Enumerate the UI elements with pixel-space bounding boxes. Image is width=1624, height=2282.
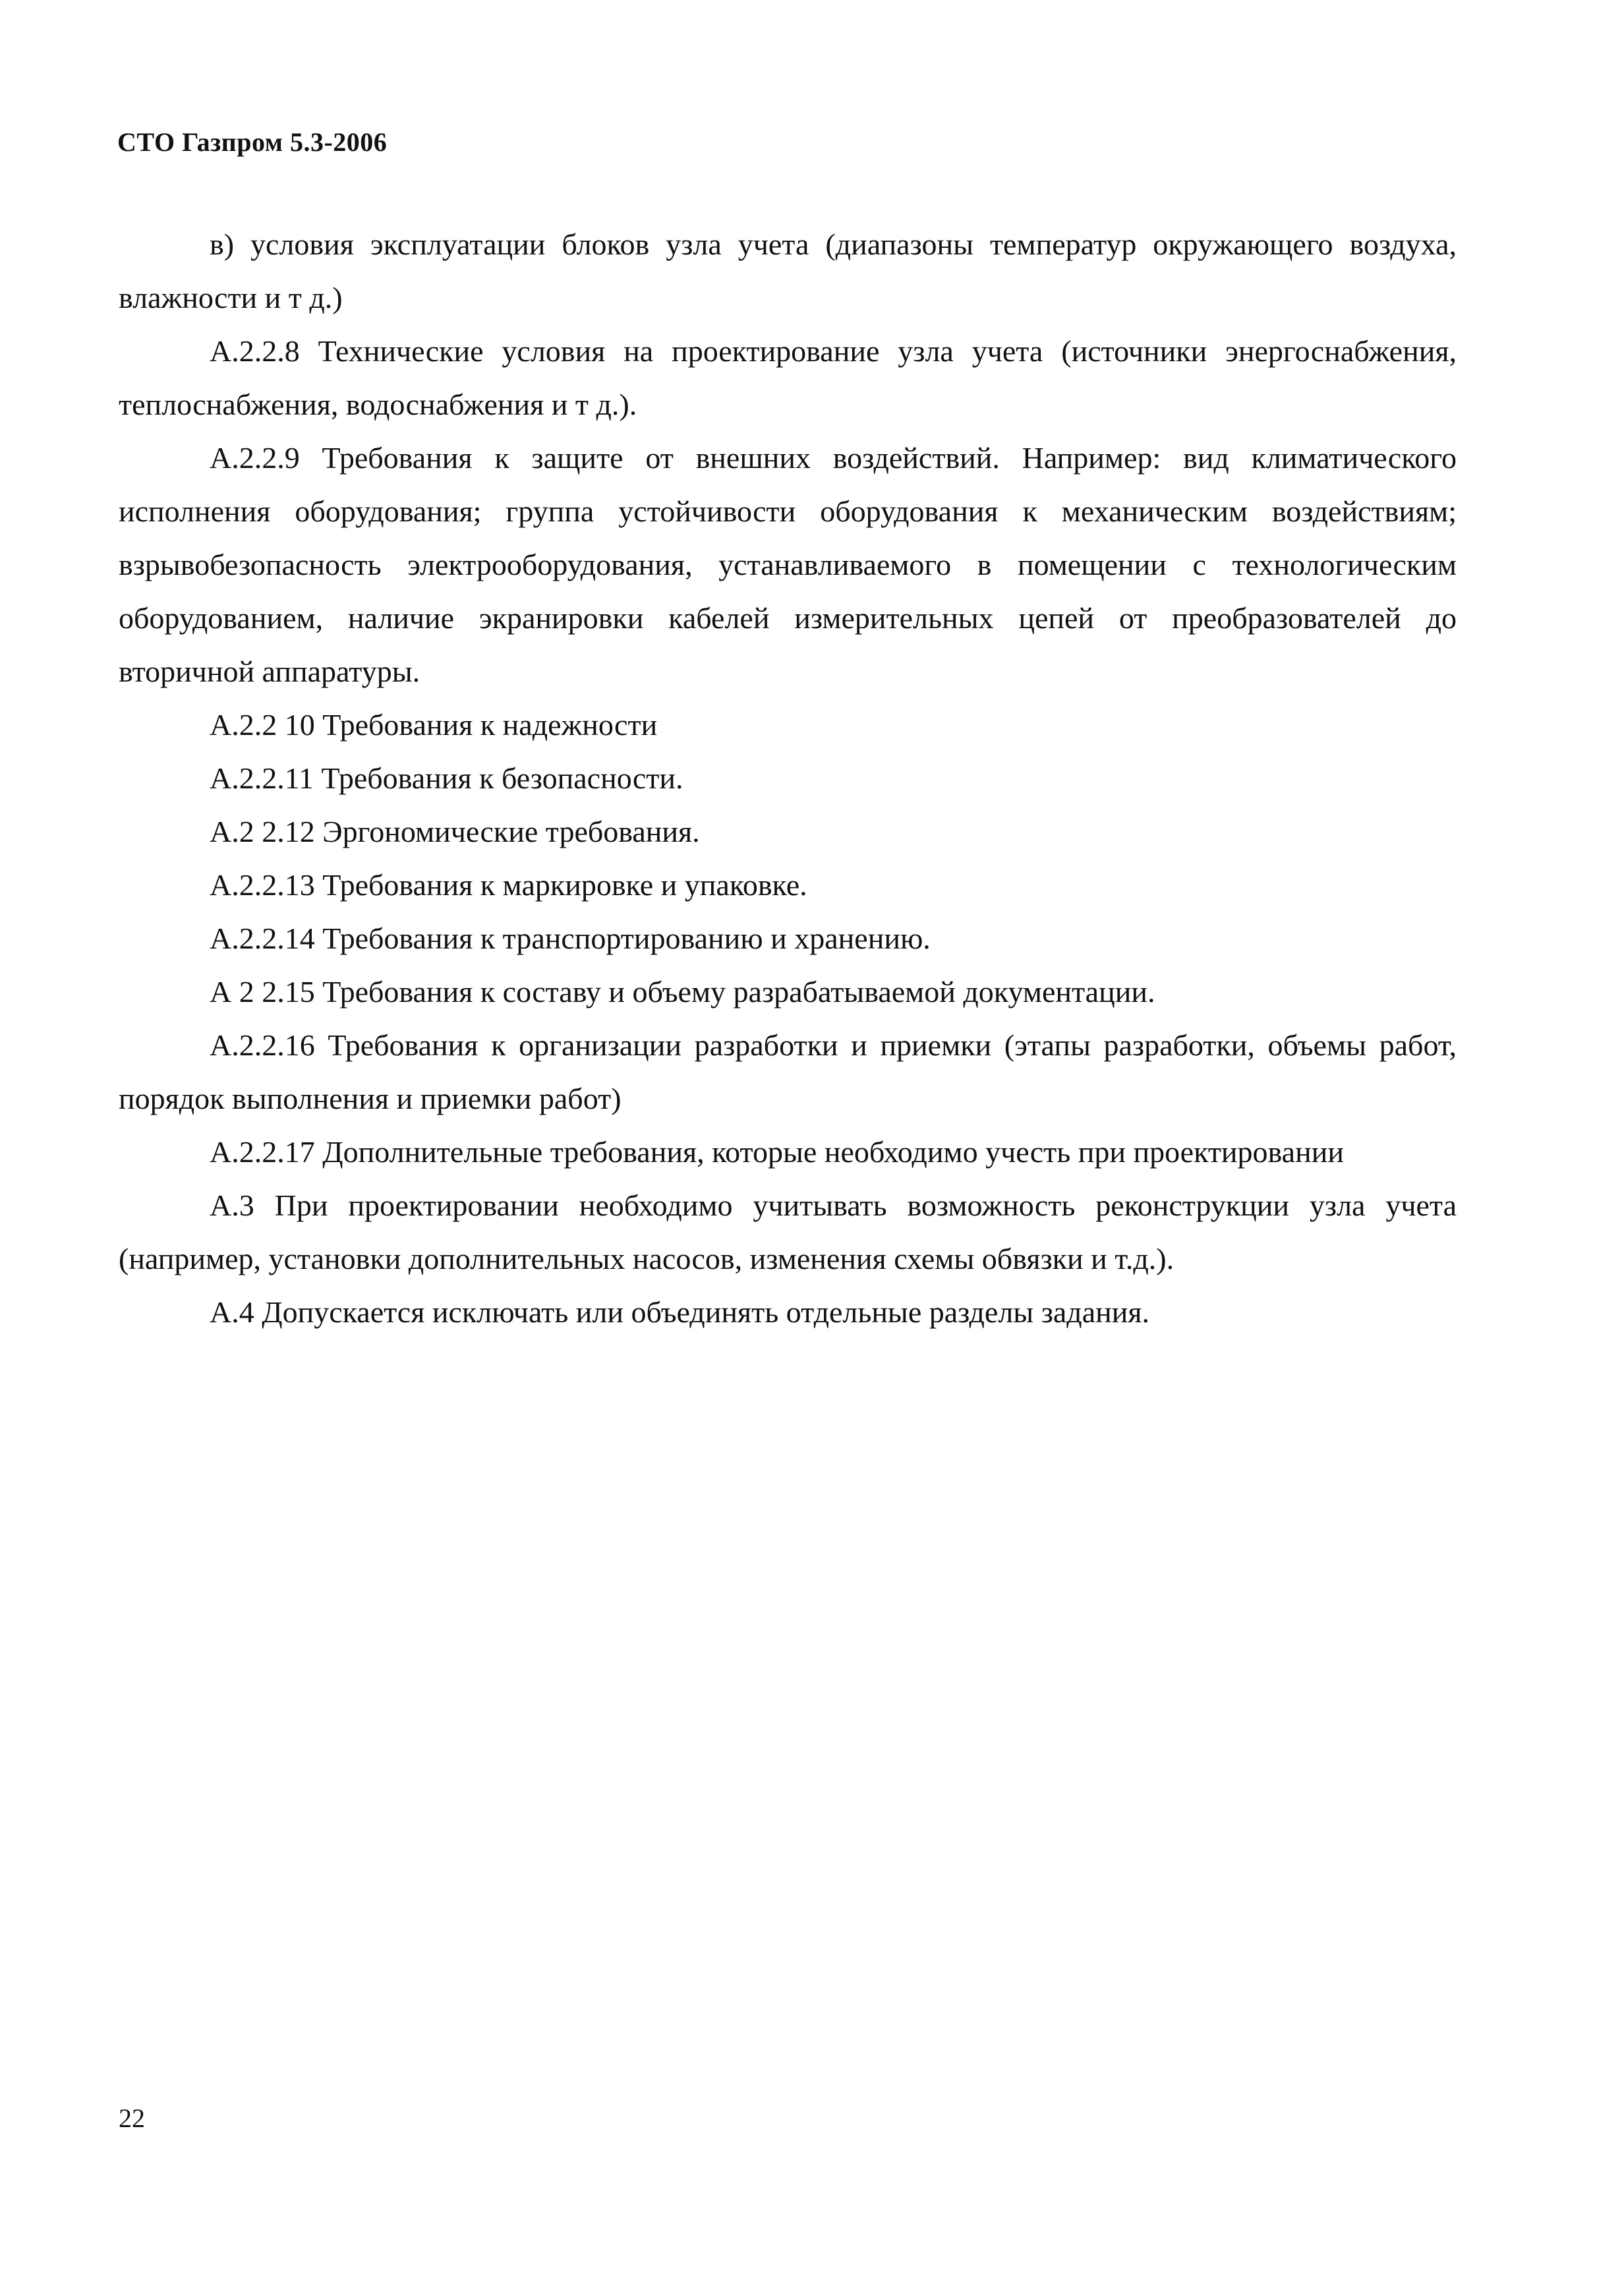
paragraph-a-3: А.3 При проектировании необходимо учитывать возможность реконструкции узла учета (например, установки дополнительных насосов, изменения схемы обвязки и т.д.).	[119, 1188, 1457, 1275]
paragraph-a-2-2-9: A.2.2.9 Требования к защите от внешних воздействий. Например: вид климатического исполнения оборудования; группа устойчивости оборудования к механическим воздействиям; взрывобезопасность электрооборудования, устанавливаемого в помещении с технологическим оборудованием, наличие экранировки кабелей измерительных цепей от преобразователей до вторичной аппаратуры.	[119, 441, 1457, 688]
paragraph-a-2-2-12: А.2 2.12 Эргономические требования.	[210, 815, 700, 848]
paragraph-a-2-2-14: А.2.2.14 Требования к транспортированию и хранению.	[210, 922, 931, 955]
paragraph-a-2-2-11: А.2.2.11 Требования к безопасности.	[210, 761, 683, 795]
paragraph-a-2-2-16: А.2.2.16 Требования к организации разработки и приемки (этапы разработки, объемы работ, порядок выполнения и приемки работ)	[119, 1028, 1457, 1115]
paragraph-a-2-2-15: А 2 2.15 Требования к составу и объему разрабатываемой документации.	[210, 975, 1155, 1009]
paragraph-a-2-2-13: А.2.2.13 Требования к маркировке и упаковке.	[210, 868, 807, 902]
paragraph-a-2-2-17: А.2.2.17 Дополнительные требования, которые необходимо учесть при проектировании	[210, 1135, 1344, 1169]
document-header: СТО Газпром 5.3-2006	[117, 127, 388, 157]
paragraph-a-2-2-8: A.2.2.8 Технические условия на проектирование узла учета (источники энергоснабжения, теплоснабжения, водоснабжения и т д.).	[119, 334, 1457, 421]
paragraph-a-2-2-10: А.2.2 10 Требования к надежности	[210, 708, 658, 742]
paragraph-operating-conditions: в) условия эксплуатации блоков узла учета (диапазоны температур окружающего воздуха, влажности и т д.)	[119, 227, 1457, 314]
page-number: 22	[119, 2103, 145, 2133]
paragraph-a-4: А.4 Допускается исключать или объединять отдельные разделы задания.	[210, 1295, 1149, 1329]
document-body	[119, 218, 1457, 1339]
